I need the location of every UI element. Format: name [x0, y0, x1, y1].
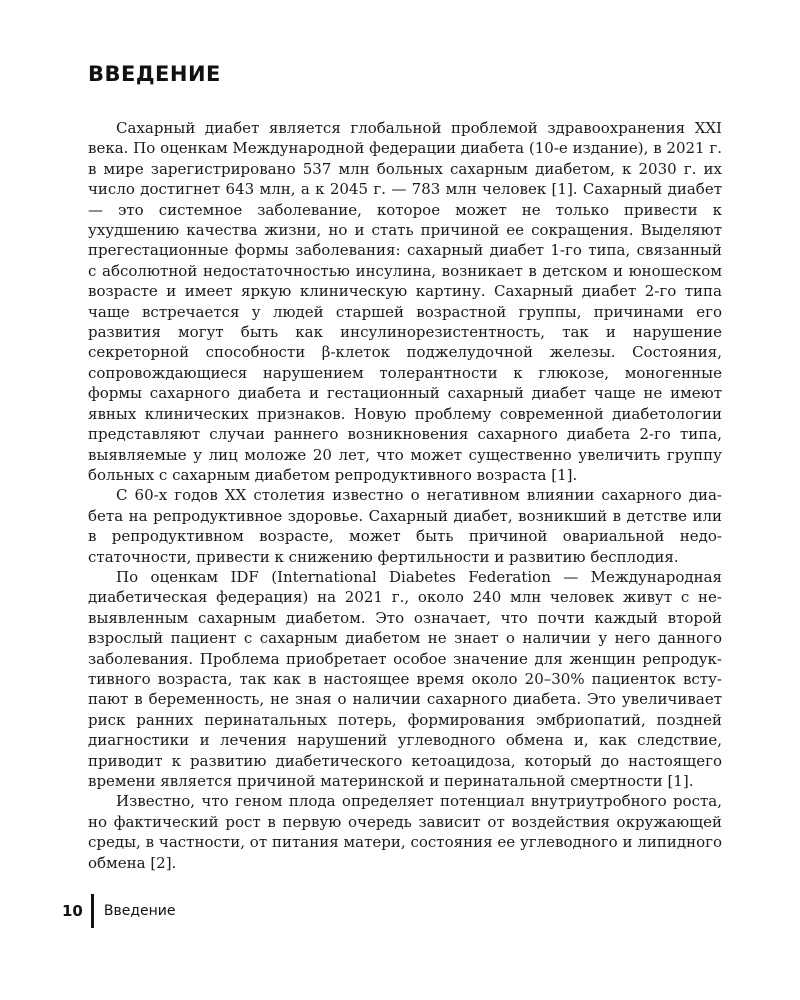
paragraph: Известно, что геном плода определяет потенциал внутриутробного роста, но фактический рост в первую очередь зависит от воздействия окружающей среды, в частности, от питания матери, состояния ее углеводного и липидного обмена [2]. [88, 792, 722, 872]
page-number: 10 [62, 902, 83, 920]
running-title: Введение [103, 903, 176, 919]
paragraph: Сахарный диабет является глобальной проблемой здравоохранения XXI века. По оценкам Международной федерации диабета (10-е издание), в 2021 г. в мире зарегистрировано 537 млн больных сахарным диабетом, к 2030 г. их число достигнет 643 млн, а к 2045 г. — 783 млн человек [1]. Сахарный диабет — это системное заболевание, которое может не только привести к ухудшению качества жизни, но и стать причиной ее сокращения. Выделяют прегестационные формы заболевания: сахарный диабет 1-го типа, связанный с абсолютной недостаточностью инсулина, возникает в детском и юношеском возрасте и имеет яркую клиническую картину. Сахарный диабет 2-го типа чаще встречается у людей старшей возрастной группы, причинами его развития могут быть как инсулинорезистентность, так и нарушение секреторной способности β-клеток поджелудочной железы. Состояния, сопровождающиеся нарушением толерантности к глюкозе, моногенные формы сахарного диабета и гестационный сахарный диабет чаще не имеют явных клинических признаков. Новую проблему современной диабетологии представляют случаи раннего возникновения сахарного диабета 2-го типа, выявляемые у лиц моложе 20 лет, что может существенно увеличить группу больных с сахарным диабетом репродуктивного возраста [1]. [88, 119, 722, 484]
body-text [88, 118, 722, 873]
paragraph: По оценкам IDF (International Diabetes Federation — Международная диабетическая федерация) на 2021 г., около 240 млн человек живут с невыявленным сахарным диабетом. Это означает, что почти каждый второй взрослый пациент с сахарным диабетом не знает о наличии у него данного заболевания. Проблема приобретает особое значение для женщин репродуктивного возраста, так как в настоящее время около 20–30% пациенток вступают в беременность, не зная о наличии сахарного диабета. Это увеличивает риск ранних перинатальных потерь, формирования эмбриопатий, поздней диагностики и лечения нарушений углеводного обмена и, как следствие, приводит к развитию диабетического кетоацидоза, который до настоящего времени является причиной материнской и перинатальной смертности [1]. [88, 567, 722, 790]
paragraph: С 60-х годов XX столетия известно о негативном влиянии сахарного диабета на репродуктивное здоровье. Сахарный диабет, возникший в детстве или в репродуктивном возрасте, может быть причиной овариальной недостаточности, привести к снижению фертильности и развитию бесплодия. [88, 486, 722, 566]
section-heading: ВВЕДЕНИЕ [88, 62, 221, 86]
page-footer [62, 894, 176, 928]
